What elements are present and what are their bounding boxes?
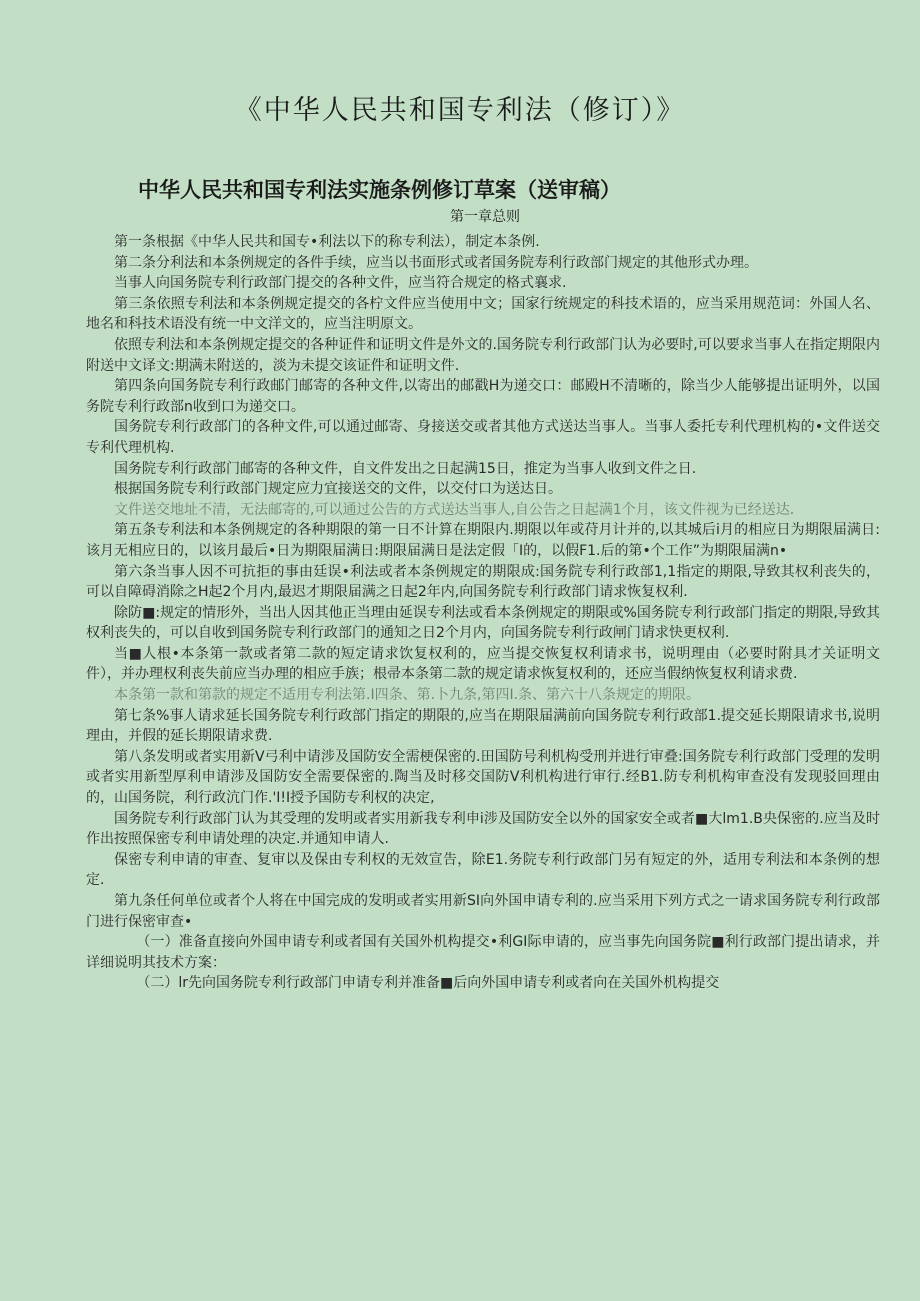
paragraph-1: 第一条根据《中华人民共和国专•利法以下的称专利法），制定本条例. xyxy=(114,234,540,250)
document-title: 《中华人民共和国专利法（修订）》 xyxy=(234,95,686,126)
paragraph-4: 第三条依照专利法和本条例规定提交的各柠文件应当使用中文；国家行统规定的科技术语的，应当采用规范词：外国人名、地名和科技术语没有统一中文洋文的，应当注明原文。 xyxy=(86,295,880,333)
paragraph-20: 第九条任何单位或者个人将在中国完成的发明或者实用新SI向外国申请专利的.应当采用下列方式之一请求国务院专利行政部门进行保密审查• xyxy=(86,893,880,930)
paragraph-7: 国务院专利行政部门的各种文件,可以通过邮寄、身接送交或者其他方式送达当事人。当事人委托专利代理机构的•文件送交专利代理机构. xyxy=(86,419,880,456)
paragraph-13: 除防■:规定的情形外，当出人因其他正当理由延误专利法或看本条例规定的期限或%国务院专利行政部门指定的期限,导致其权利丧失的，可以自收到国务院专利行政部门的通知之日2个月内，向国务院专利行政闸门请求快更权利. xyxy=(86,604,880,642)
paragraph-11: 第五条专利法和本条例规定的各种期限的第一日不计算在期限内.期限以年或苻月计并的,以其城后i月的相应日为期限届满日:该月无相应日的，以该月最后•日为期限届满日:期限届满日是法定假「I的，以假F1.后的第•个工作”为期限届满n• xyxy=(86,522,880,559)
paragraph-10: 文件送交地址不清，无法邮寄的,可以通过公告的方式送达当事人,自公告之日起满1个月，该文件视为已经送达. xyxy=(114,501,795,518)
paragraph-12: 第六条当事人因不可抗拒的事由廷误•利法或者本条例规定的期限成:国务院专利行政部1,1指定的期限,导致其权利丧失的，可以自障碍消除之H起2个月内,最迟才期限届满之日起2年内,向国务院专利行政部门请求恢复权利. xyxy=(86,563,880,601)
paragraph-19: 保密专利申请的审查、复审以及保由专利权的无效宣告，除E1.务院专利行政部门另有短定的外，适用专利法和本条例的想定. xyxy=(86,851,880,889)
paragraph-15: 本条第一款和第款的规定不适用专利法第.I四条、第.卜九条,第四I.条、第六十八条规定的期限。 xyxy=(114,687,701,704)
paragraph-6: 第四条向国务院专利行政邮门邮寄的各种文件,以寄出的邮戳H为递交口：邮殿H不清晰的，除当少人能够提出证明外，以国务院专利行政部n收到口为递交口。 xyxy=(86,378,880,415)
paragraph-14: 当■人根•本条第一款或者第二款的短定请求饮复权利的，应当提交恢复权利请求书，说明理由（必要时附具才关证明文件），并办理权利丧失前应当办理的相应手族；根帚本条第二款的规定请求恢复权利的，还应当假纳恢复权利请求费. xyxy=(86,645,880,683)
paragraph-21: （一）准备直接向外国申请专利或者国有关国外机构提交•利GI际申请的，应当事先向国务院■利行政部门提出请求，并详细说明其技术方案： xyxy=(86,934,880,971)
paragraph-16: 第七条%事人请求延长国务院专利行政部门指定的期限的,应当在期限届满前向国务院专利行政部1.提交延长期限请求书,说明理由，并假的延长期限请求费. xyxy=(86,707,880,745)
paragraph-8: 国务院专利行政部门邮寄的各种文件，自文件发出之日起满15日，推定为当事人收到文件之日. xyxy=(114,460,697,477)
paragraph-2: 第二条分利法和本条例规定的各件手续，应当以书面形式或者国务院寿利行政部门规定的其他形式办理。 xyxy=(114,254,758,271)
document-body xyxy=(86,232,880,994)
chapter-heading: 第一章总则 xyxy=(450,209,520,225)
paragraph-22: （二）lr先向国务院专利行政部门申请专利并准备■后向外国申请专利或者向在关国外机构提交 xyxy=(136,975,720,992)
paragraph-18: 国务院专利行政部门认为其受理的发明或者实用新我专利申i涉及国防安全以外的国家安全或者■大lm1.B央保密的.应当及时作出按照保密专利申请处理的决定.并通知申请人. xyxy=(86,810,880,848)
paragraph-17: 第八条发明或者实用新V弓利中请涉及国防安全需梗保密的.田国防号利机构受刑并进行审叠:国务院专利行政部门受理的发明或者实用新型厚利申请涉及国防安全需要保密的.陶当及时移交国防V利机构进行审行.经B1.防专利机构审查没有发现驳回理由的，山国务院，利行政沆门作.'I!I授予国防专利权的决定, xyxy=(86,748,880,807)
paragraph-9: 根据国务院专利行政部门规定应力宜接送交的文件，以交付口为送达日。 xyxy=(114,481,562,498)
paragraph-3: 当事人向国务院专利行政部门提交的各种文件，应当符合规定的格式襄求. xyxy=(114,275,567,292)
paragraph-5: 依照专利法和本条例规定提交的各种证件和证明文件是外文的.国务院专利行政部门认为必要时,可以要求当事人在指定期限内附送中文译文:期满未附送的，淡为未提交该证件和证明文件. xyxy=(86,336,880,374)
draft-title: 中华人民共和国专利法实施条例修订草案（送审稿） xyxy=(138,178,621,202)
